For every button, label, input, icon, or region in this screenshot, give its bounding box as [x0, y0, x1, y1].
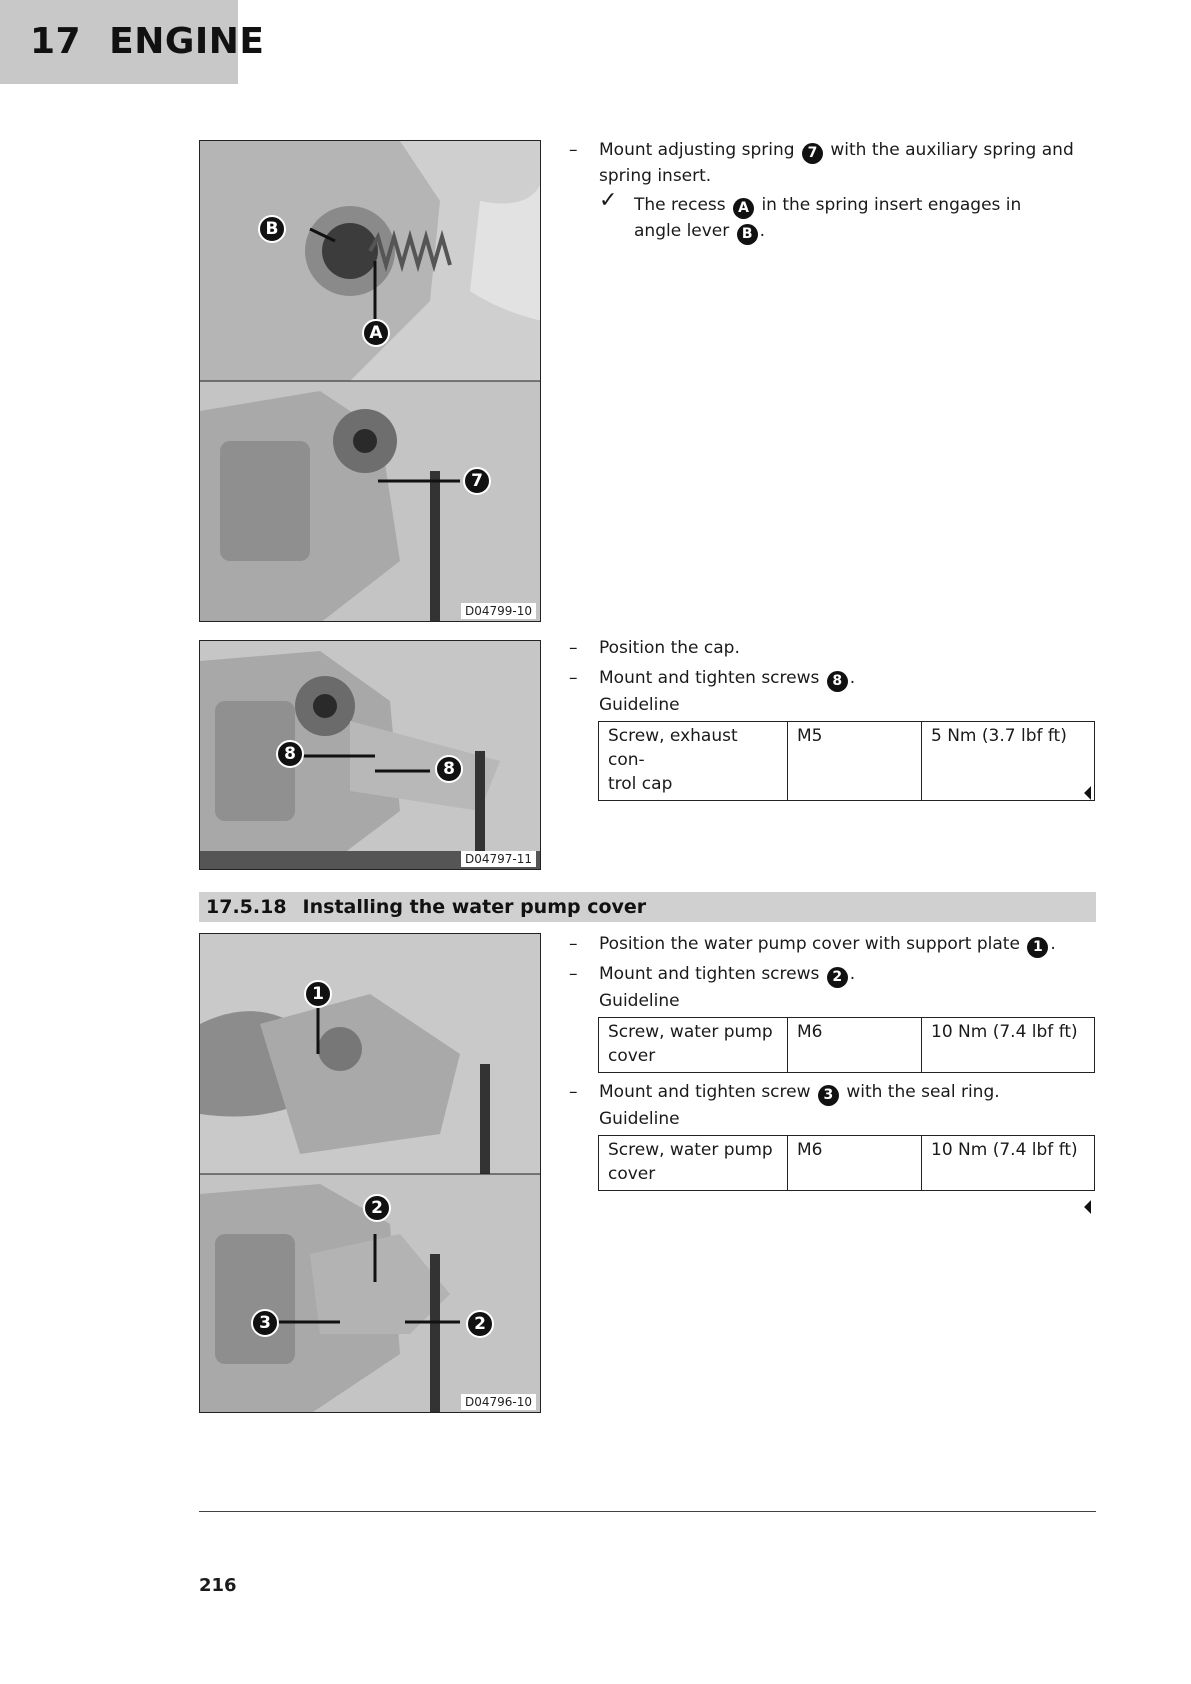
step-dash: –: [569, 934, 578, 954]
check-text-pre: The recess: [634, 195, 726, 215]
inline-callout-3: 3: [818, 1085, 839, 1106]
check-icon: ✓: [599, 188, 618, 213]
chapter-tab: [0, 0, 265, 84]
section-title: Installing the water pump cover: [302, 896, 647, 918]
step-dash: –: [569, 668, 578, 688]
table-cell-thread: M6: [788, 1136, 922, 1191]
step-text-post: with the auxiliary spring and spring insert.: [599, 140, 1074, 186]
check-text-mid: in the spring insert engages in angle lever: [634, 195, 1022, 241]
step-text: [599, 932, 1099, 958]
engine-photo-spring: [199, 140, 541, 622]
callout-7: 7: [463, 467, 491, 495]
step-text: [599, 1080, 1099, 1106]
step-text: [599, 666, 1099, 692]
table-cell-thread: M6: [788, 1018, 922, 1073]
torque-table: [598, 1017, 1095, 1073]
table-cell-name: Screw, water pump cover: [599, 1136, 788, 1191]
photo-code: D04797-11: [461, 851, 536, 867]
inline-callout-1: 1: [1027, 937, 1048, 958]
page-number: 216: [199, 1575, 237, 1596]
callout-a: A: [362, 319, 390, 347]
callout-2-top: 2: [363, 1194, 391, 1222]
step-tighten-screws-2: [569, 962, 1099, 988]
engine-photo-spring-drawing: [200, 141, 541, 622]
callout-3: 3: [251, 1309, 279, 1337]
guideline-label: Guideline: [599, 991, 680, 1011]
step-dash: –: [569, 964, 578, 984]
step-dash: –: [569, 1082, 578, 1102]
step-text-pre: Mount and tighten screws: [599, 668, 820, 688]
step-mount-spring: [569, 138, 1099, 188]
inline-callout-a: A: [733, 198, 754, 219]
end-mark-icon: [1084, 1200, 1098, 1214]
table-cell-torque: 10 Nm (7.4 lbf ft): [922, 1018, 1095, 1073]
table-cell-torque: 5 Nm (3.7 lbf ft): [922, 722, 1095, 801]
step-text-pre: Mount and tighten screws: [599, 964, 820, 984]
guideline-label: Guideline: [599, 1109, 680, 1129]
step-text: Position the cap.: [599, 638, 740, 658]
chapter-title: ENGINE: [109, 21, 265, 62]
engine-photo-cap-drawing: [200, 641, 541, 870]
torque-table: [598, 721, 1095, 801]
step-text-pre: Position the water pump cover with support plate: [599, 934, 1020, 954]
callout-1: 1: [304, 980, 332, 1008]
table-row: [599, 1018, 1095, 1073]
check-text-post: .: [759, 221, 766, 241]
step-text-post: .: [849, 964, 856, 984]
callout-2-right: 2: [466, 1310, 494, 1338]
step-text-post: with the seal ring.: [846, 1082, 1000, 1102]
footer-rule: [199, 1511, 1096, 1512]
step-text-post: .: [849, 668, 856, 688]
engine-photo-water-pump: [199, 933, 541, 1413]
photo-code: D04799-10: [461, 603, 536, 619]
guideline-label: Guideline: [599, 695, 680, 715]
step-dash: –: [569, 140, 578, 160]
table-cell-thread: M5: [788, 722, 922, 801]
step-dash: –: [569, 638, 578, 658]
section-number: 17.5.18: [206, 896, 287, 918]
step-position-cover: [569, 932, 1099, 958]
section-heading: [199, 892, 1096, 922]
table-cell-name: Screw, water pump cover: [599, 1018, 788, 1073]
inline-callout-7: 7: [802, 143, 823, 164]
callout-b: B: [258, 215, 286, 243]
check-text: [634, 193, 1054, 245]
callout-8-right: 8: [435, 755, 463, 783]
step-text-pre: Mount and tighten screw: [599, 1082, 811, 1102]
torque-table: [598, 1135, 1095, 1191]
step-tighten-screws-8: [569, 666, 1099, 692]
inline-callout-8: 8: [827, 671, 848, 692]
engine-photo-water-pump-drawing: [200, 934, 541, 1413]
step-text-post: .: [1050, 934, 1056, 954]
table-row: [599, 1136, 1095, 1191]
step-text: [599, 138, 1099, 188]
callout-8-left: 8: [276, 740, 304, 768]
inline-callout-2: 2: [827, 967, 848, 988]
table-cell-torque: 10 Nm (7.4 lbf ft): [922, 1136, 1095, 1191]
inline-callout-b: B: [737, 224, 758, 245]
engine-photo-cap: [199, 640, 541, 870]
chapter-number: 17: [30, 21, 82, 62]
step-text-pre: Mount adjusting spring: [599, 140, 795, 160]
photo-code: D04796-10: [461, 1394, 536, 1410]
table-cell-name: Screw, exhaust con- trol cap: [599, 722, 788, 801]
check-result: [604, 193, 1054, 245]
table-row: [599, 722, 1095, 801]
step-position-cap: [569, 636, 1099, 660]
step-tighten-screw-3: [569, 1080, 1099, 1106]
step-text: [599, 962, 1099, 988]
